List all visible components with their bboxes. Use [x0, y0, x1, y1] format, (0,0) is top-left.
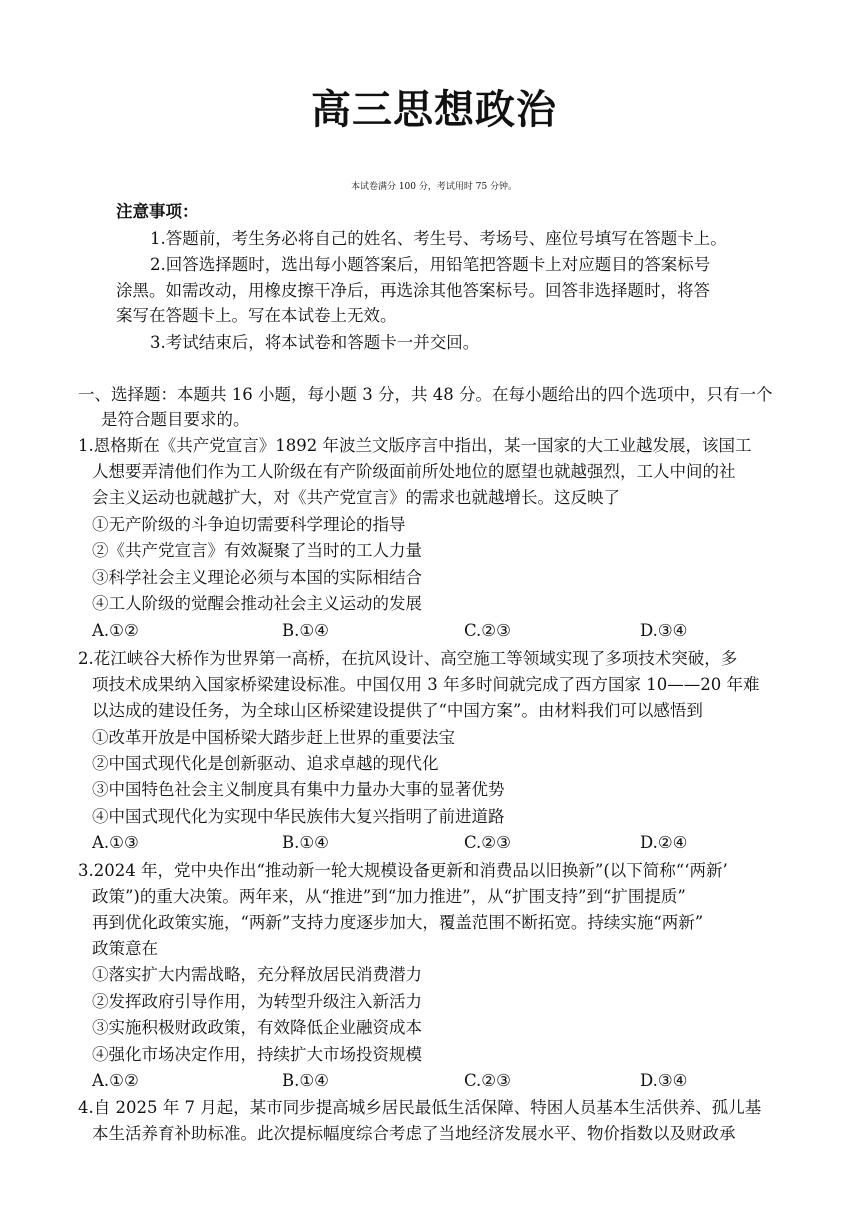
question-1-option-a[interactable]: A.①②: [92, 621, 139, 640]
question-3-stem: 再到优化政策实施，“两新”支持力度逐步加大，覆盖范围不断拓宽。持续实施“两新”: [92, 913, 704, 932]
question-2-option-d[interactable]: D.②④: [640, 833, 688, 852]
question-3-item: ①落实扩大内需战略，充分释放居民消费潜力: [92, 965, 422, 984]
question-3-item: ④强化市场决定作用，持续扩大市场投资规模: [92, 1045, 422, 1064]
page-title: 高三思想政治: [311, 87, 557, 133]
question-3-stem: 政策意在: [92, 939, 158, 958]
question-3-stem: 政策”)的重大决策。两年来，从“推进”到“加力推进”，从“扩围支持”到“扩围提质”: [92, 887, 686, 906]
question-3-item: ②发挥政府引导作用，为转型升级注入新活力: [92, 992, 422, 1011]
notice-line: 3.考试结束后，将本试卷和答题卡一并交回。: [150, 333, 480, 352]
question-3-item: ③实施积极财政政策，有效降低企业融资成本: [92, 1018, 422, 1037]
question-4-stem: 4.自 2025 年 7 月起，某市同步提高城乡居民最低生活保障、特困人员基本生活供养、孤儿基: [78, 1098, 762, 1117]
question-2-option-a[interactable]: A.①③: [92, 833, 139, 852]
notice-line: 2.回答选择题时，选出每小题答案后，用铅笔把答题卡上对应题目的答案标号: [150, 255, 711, 274]
question-3-option-a[interactable]: A.①②: [92, 1071, 139, 1090]
question-1-stem: 人想要弄清他们作为工人阶级在有产阶级面前所处地位的愿望也就越强烈，工人中间的社: [92, 462, 736, 481]
question-3-option-b[interactable]: B.①④: [282, 1071, 329, 1090]
question-2-item: ②中国式现代化是创新驱动、追求卓越的现代化: [92, 754, 439, 773]
question-2-item: ④中国式现代化为实现中华民族伟大复兴指明了前进道路: [92, 807, 505, 826]
question-1-item: ③科学社会主义理论必须与本国的实际相结合: [92, 568, 422, 587]
notice-line: 涂黑。如需改动，用橡皮擦干净后，再选涂其他答案标号。回答非选择题时，将答: [116, 281, 710, 300]
question-2-item: ①改革开放是中国桥梁大踏步赶上世界的重要法宝: [92, 728, 455, 747]
question-1-option-d[interactable]: D.③④: [640, 621, 688, 640]
question-2-stem: 2.花江峡谷大桥作为世界第一高桥，在抗风设计、高空施工等领域实现了多项技术突破，多: [78, 649, 738, 668]
question-2-option-b[interactable]: B.①④: [282, 833, 329, 852]
question-3-stem: 3.2024 年，党中央作出“推动新一轮大规模设备更新和消费品以旧换新”(以下简称“‘两新’: [78, 861, 728, 880]
question-4-stem: 本生活养育补助标准。此次提标幅度综合考虑了当地经济发展水平、物价指数以及财政承: [92, 1124, 736, 1143]
question-1-option-c[interactable]: C.②③: [464, 621, 511, 640]
question-1-item: ①无产阶级的斗争迫切需要科学理论的指导: [92, 515, 406, 534]
question-2-stem: 以达成的建设任务，为全球山区桥梁建设提供了“中国方案”。由材料我们可以感悟到: [92, 701, 703, 720]
question-1-item: ④工人阶级的觉醒会推动社会主义运动的发展: [92, 594, 422, 613]
question-1-stem: 会主义运动也就越扩大，对《共产党宣言》的需求也就越增长。这反映了: [92, 488, 620, 507]
question-2-option-c[interactable]: C.②③: [464, 833, 511, 852]
question-2-stem: 项技术成果纳入国家桥梁建设标准。中国仅用 3 年多时间就完成了西方国家 10——20 年难: [92, 675, 760, 694]
section-heading: 一、选择题：本题共 16 小题，每小题 3 分，共 48 分。在每小题给出的四个选项中，只有一个: [78, 385, 773, 404]
question-3-option-d[interactable]: D.③④: [640, 1071, 688, 1090]
question-2-item: ③中国特色社会主义制度具有集中力量办大事的显著优势: [92, 780, 505, 799]
notice-line: 1.答题前，考生务必将自己的姓名、考生号、考场号、座位号填写在答题卡上。: [150, 229, 727, 248]
exam-info: 本试卷满分 100 分，考试用时 75 分钟。: [350, 182, 518, 192]
question-1-option-b[interactable]: B.①④: [282, 621, 329, 640]
section-heading-cont: 是符合题目要求的。: [101, 410, 250, 429]
notice-heading: 注意事项：: [116, 202, 199, 221]
notice-line: 案写在答题卡上。写在本试卷上无效。: [116, 306, 397, 325]
question-3-option-c[interactable]: C.②③: [464, 1071, 511, 1090]
question-1-item: ②《共产党宣言》有效凝聚了当时的工人力量: [92, 541, 422, 560]
question-1-stem: 1.恩格斯在《共产党宣言》1892 年波兰文版序言中指出，某一国家的大工业越发展，该国工: [78, 436, 752, 455]
